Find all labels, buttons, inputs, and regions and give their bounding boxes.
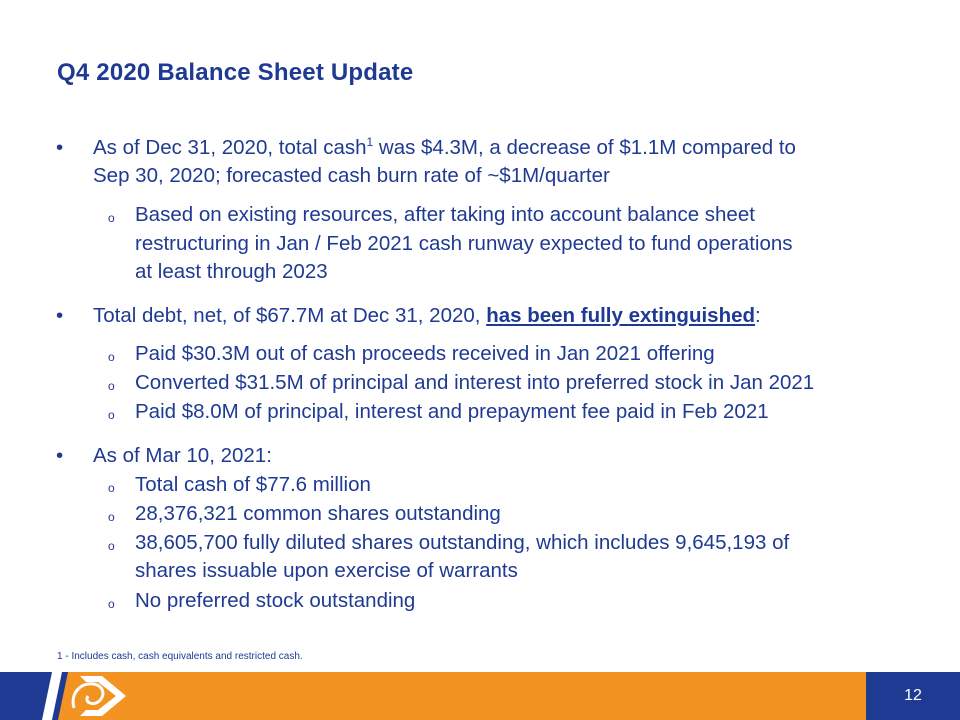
company-logo-icon bbox=[40, 672, 160, 720]
sub-bullet-icon: o bbox=[108, 510, 115, 524]
slide-title: Q4 2020 Balance Sheet Update bbox=[57, 59, 414, 86]
sub-bullet-icon: o bbox=[108, 597, 115, 611]
bullet-2-text: Total debt, net, of $67.7M at Dec 31, 2020, bbox=[93, 304, 487, 327]
sub-bullet-3-3-line-1: 38,605,700 fully diluted shares outstanding, which includes 9,645,193 of bbox=[135, 531, 790, 554]
sub-bullet-3-3-line-2: shares issuable upon exercise of warrants bbox=[135, 559, 518, 582]
sub-bullet-2-2-text: Converted $31.5M of principal and interest into preferred stock in Jan 2021 bbox=[135, 371, 815, 394]
sub-bullet-3-1-text: Total cash of $77.6 million bbox=[135, 473, 371, 496]
bullet-1-line-1 bbox=[93, 134, 796, 161]
bullet-2-suffix: : bbox=[755, 304, 761, 327]
footnote: 1 - Includes cash, cash equivalents and restricted cash. bbox=[57, 651, 303, 662]
sub-bullet-2-3-text: Paid $8.0M of principal, interest and prepayment fee paid in Feb 2021 bbox=[135, 400, 769, 423]
sub-bullet-1-1-line-1: Based on existing resources, after taking into account balance sheet bbox=[135, 203, 755, 226]
sub-bullet-icon: o bbox=[108, 350, 115, 364]
bullet-icon: • bbox=[56, 444, 64, 467]
sub-bullet-icon: o bbox=[108, 408, 115, 422]
footnote-ref: 1 bbox=[366, 135, 374, 150]
bullet-icon: • bbox=[56, 136, 64, 159]
page-number: 12 bbox=[866, 672, 960, 720]
sub-bullet-1-1-line-2: restructuring in Jan / Feb 2021 cash runway expected to fund operations bbox=[135, 232, 793, 255]
sub-bullet-icon: o bbox=[108, 481, 115, 495]
bullet-2-emphasis: has been fully extinguished bbox=[486, 304, 756, 327]
sub-bullet-icon: o bbox=[108, 211, 115, 225]
bullet-icon: • bbox=[56, 304, 64, 327]
sub-bullet-3-4-text: No preferred stock outstanding bbox=[135, 589, 416, 612]
sub-bullet-icon: o bbox=[108, 379, 115, 393]
bullet-1-text-a: As of Dec 31, 2020, total cash bbox=[93, 136, 367, 159]
sub-bullet-1-1-line-3: at least through 2023 bbox=[135, 260, 328, 283]
sub-bullet-2-1-text: Paid $30.3M out of cash proceeds received in Jan 2021 offering bbox=[135, 342, 715, 365]
sub-bullet-3-2-text: 28,376,321 common shares outstanding bbox=[135, 502, 501, 525]
bullet-3-text: As of Mar 10, 2021: bbox=[93, 444, 272, 467]
bullet-1-line-2: Sep 30, 2020; forecasted cash burn rate of ~$1M/quarter bbox=[93, 164, 610, 187]
bullet-1-text-b: was $4.3M, a decrease of $1.1M compared to bbox=[373, 136, 796, 159]
sub-bullet-icon: o bbox=[108, 539, 115, 553]
footer-left-block bbox=[0, 672, 40, 720]
bullet-2-line bbox=[93, 302, 761, 329]
